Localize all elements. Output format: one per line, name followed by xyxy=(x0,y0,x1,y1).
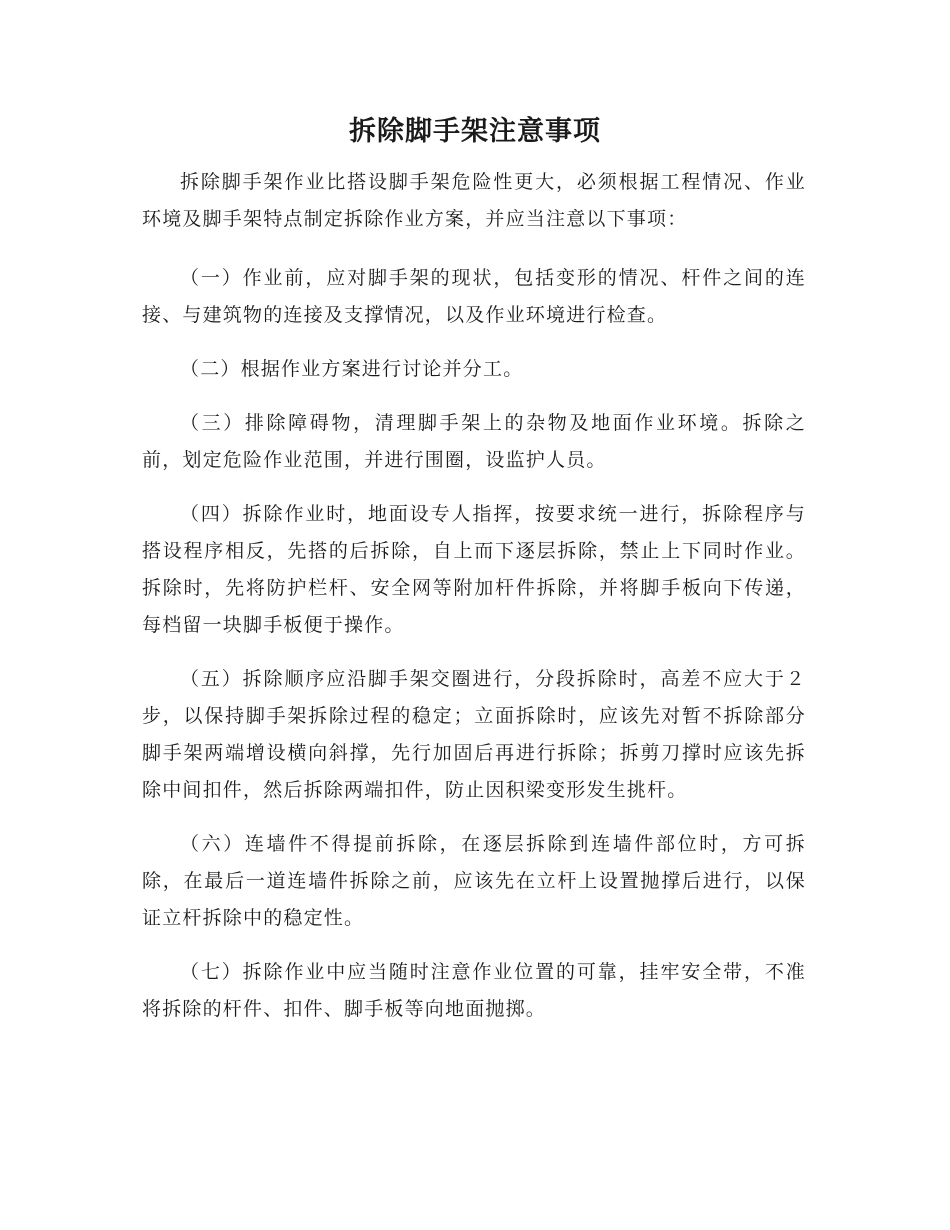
document-body xyxy=(142,164,806,1045)
item-paragraph-2: （二）根据作业方案进行讨论并分工。 xyxy=(180,358,524,380)
item-paragraph-1: （一）作业前，应对脚手架的现状，包括变形的情况、杆件之间的连接、与建筑物的连接及支撑情况，以及作业环境进行检查。 xyxy=(142,267,806,326)
item-paragraph-7: （七）拆除作业中应当随时注意作业位置的可靠，挂牢安全带，不准将拆除的杆件、扣件、脚手板等向地面抛掷。 xyxy=(142,961,806,1020)
intro-paragraph: 拆除脚手架作业比搭设脚手架危险性更大，必须根据工程情况、作业环境及脚手架特点制定拆除作业方案，并应当注意以下事项： xyxy=(142,171,806,230)
item-paragraph-3: （三）排除障碍物，清理脚手架上的杂物及地面作业环境。拆除之前，划定危险作业范围，并进行围圈，设监护人员。 xyxy=(142,412,806,471)
document-title: 拆除脚手架注意事项 xyxy=(349,116,601,147)
item-paragraph-4: （四）拆除作业时，地面设专人指挥，按要求统一进行，拆除程序与搭设程序相反，先搭的后拆除，自上而下逐层拆除，禁止上下同时作业。拆除时，先将防护栏杆、安全网等附加杆件拆除，并将脚手板向下传递，每档留一块脚手板便于操作。 xyxy=(142,503,806,636)
item-paragraph-6: （六）连墙件不得提前拆除，在逐层拆除到连墙件部位时，方可拆除，在最后一道连墙件拆除之前，应该先在立杆上设置抛撑后进行，以保证立杆拆除中的稳定性。 xyxy=(142,833,806,929)
item-paragraph-5: （五）拆除顺序应沿脚手架交圈进行，分段拆除时，高差不应大于２步，以保持脚手架拆除过程的稳定；立面拆除时，应该先对暂不拆除部分脚手架两端增设横向斜撑，先行加固后再进行拆除；拆剪刀撑时应该先拆除中间扣件，然后拆除两端扣件，防止因积梁变形发生挑杆。 xyxy=(142,668,806,801)
